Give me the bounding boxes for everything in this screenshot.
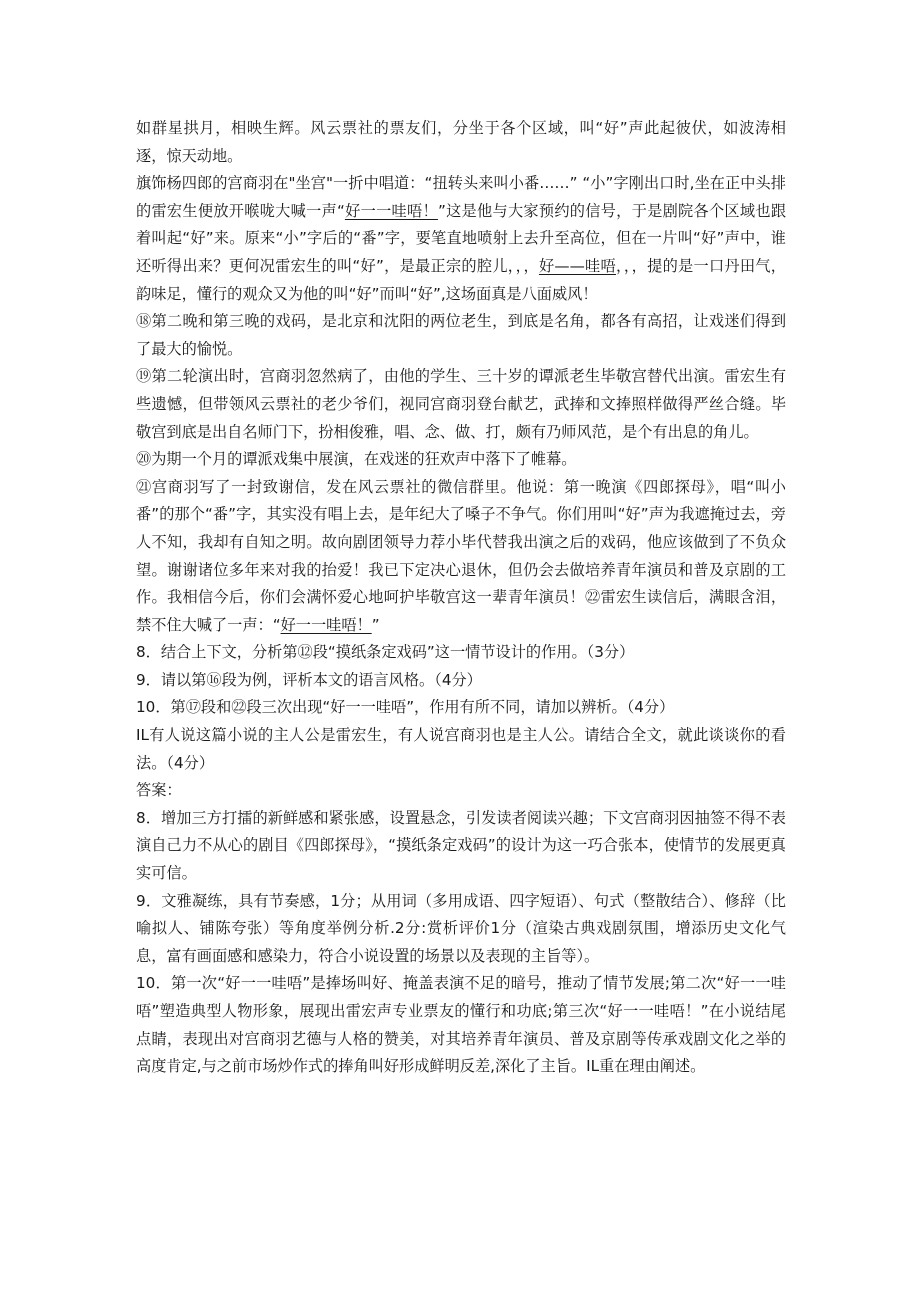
paragraph-21-text-b: ” bbox=[371, 615, 380, 634]
paragraph-19: ⑲第二轮演出时，宫商羽忽然病了，由他的学生、三十岁的谭派老生毕敬宫替代出演。雷宏生有些遗憾，但带领风云票社的老少爷们，视同宫商羽登台献艺，武捧和文捧照样做得严丝合缝。毕敬宫到底是出自名师门下，扮相俊雅，唱、念、做、打，颇有乃师风范，是个有出息的角儿。 bbox=[136, 367, 786, 441]
paragraph-17 bbox=[136, 170, 786, 308]
answer-8: 8．增加三方打擂的新鲜感和紧张感，设置悬念，引发读者阅读兴趣；下文宫商羽因抽签不得不表演自己力不从心的剧目《四郎探母》，“摸纸条定戏码”的设计为这一巧合张本，使情节的发展更真实可信。 bbox=[136, 808, 786, 883]
question-10: 10．第⑰段和㉒段三次出现“好一一哇唔”，作用有所不同，请加以辨析。（4分） bbox=[136, 698, 675, 717]
underlined-cheer-1: 好一一哇唔！ bbox=[344, 201, 438, 220]
paragraph-18: ⑱第二晚和第三晚的戏码，是北京和沈阳的两位老生，到底是名角，都各有高招，让戏迷们得到了最大的愉悦。 bbox=[136, 312, 786, 358]
question-9: 9．请以第⑯段为例，评析本文的语言风格。（4分） bbox=[136, 670, 482, 689]
paragraph-21-text-a: ㉑宫商羽写了一封致谢信，发在风云票社的微信群里。他说：第一晚演《四郎探母》，唱“叫小番”的那个“番”字，其实没有唱上去，是年纪大了嗓子不争气。你们用叫“好”声为我遮掩过去，旁人不知，我却有自知之明。故向剧团领导力荐小毕代替我出演之后的戏码，他应该做到了不负众望。谢谢诸位多年来对我的抬爱！我已下定决心退休，但仍会去做培养青年演员和普及京剧的工作。我相信今后，你们会满怀爱心地呵护毕敬宫这一辈青年演员！㉒雷宏生读信后，满眼含泪，禁不住大喊了一声：“ bbox=[136, 477, 786, 634]
question-8: 8．结合上下文，分析第⑫段“摸纸条定戏码”这一情节设计的作用。（3分） bbox=[136, 643, 635, 662]
paragraph-17-text-b: ”这是他与大家预约的信号，于是剧院各个区域也跟着叫起“好”来。原来“小”字后的“番”字，要笔直地喷射上去升至高位，但在一片叫“好”声中，谁还听得出来？更何况雷宏生的叫“好”，是最正宗的腔儿，，， bbox=[136, 201, 787, 275]
paragraph-17-text-c: ，，，提的是一口丹田气，韵味足，懂行的观众又为他的叫“好”而叫“好”,这场面真是八面威风！ bbox=[136, 256, 786, 303]
paragraph-continuation: 如群星拱月，相映生辉。风云票社的票友们，分坐于各个区域，叫“好”声此起彼伏，如波涛相逐，惊天动地。 bbox=[136, 119, 786, 165]
answer-9: 9．文雅凝练，具有节奏感，1分；从用词（多用成语、四字短语）、句式（整散结合）、修辞（比喻拟人、铺陈夸张）等角度举例分析.2分:赏析评价1分（渲染古典戏剧氛围，增添历史文化气息，富有画面感和感染力，符合小说设置的场景以及表现的主旨等）。 bbox=[136, 891, 786, 965]
paragraph-17-text-a: 旗饰杨四郎的宫商羽在"坐宫"一折中唱道：“扭转头来叫小番……” “小”字刚出口时,坐在正中头排的雷宏生便放开喉咙大喊一声“ bbox=[136, 174, 786, 220]
underlined-cheer-2: 好——哇唔 bbox=[538, 256, 616, 275]
document-page bbox=[136, 115, 786, 1081]
answer-10: 10．第一次“好一一哇唔”是捧场叫好、掩盖表演不足的暗号，推动了情节发展;第二次“好一一哇唔”塑造典型人物形象，展现出雷宏声专业票友的懂行和功底;第三次“好一一哇唔！”在小说结尾点睛，表现出对宫商羽艺德与人格的赞美，对其培养青年演员、普及京剧等传承戏剧文化之举的高度肯定,与之前市场炒作式的捧角叫好形成鲜明反差,深化了主旨。IL重在理由阐述。 bbox=[136, 974, 786, 1076]
question-11: IL有人说这篇小说的主人公是雷宏生，有人说宫商羽也是主人公。请结合全文，就此谈谈你的看法。（4分） bbox=[136, 726, 786, 772]
underlined-cheer-3: 好一一哇唔！ bbox=[280, 615, 372, 634]
paragraph-21 bbox=[136, 474, 786, 640]
paragraph-20: ⑳为期一个月的谭派戏集中展演，在戏迷的狂欢声中落下了帷幕。 bbox=[136, 450, 577, 469]
answers-heading: 答案： bbox=[136, 781, 182, 800]
